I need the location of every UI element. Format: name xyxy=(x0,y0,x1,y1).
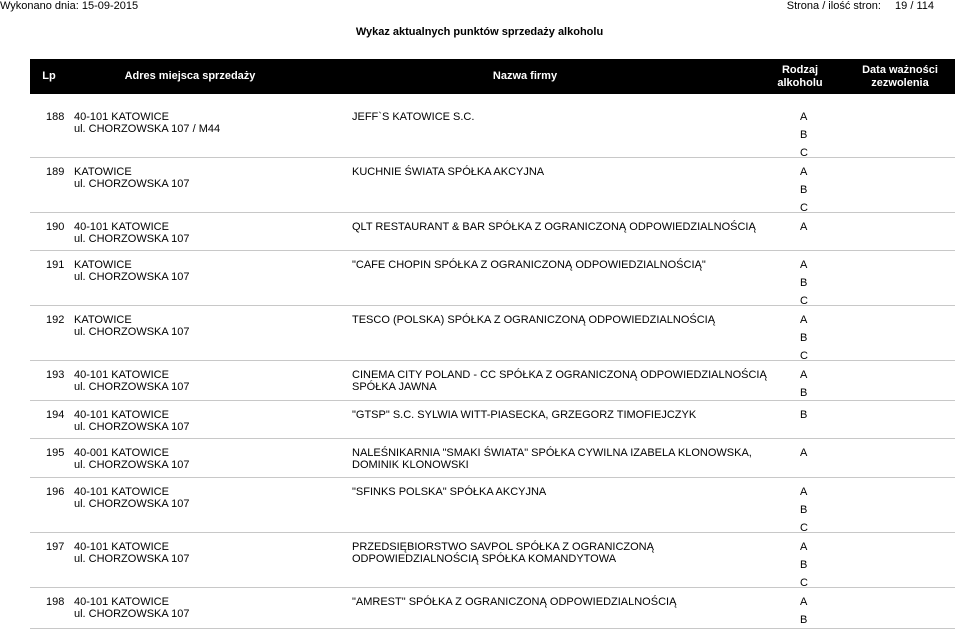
table-row xyxy=(30,306,955,361)
row-city: 40-101 KATOWICE xyxy=(74,409,169,421)
row-categories xyxy=(800,221,812,239)
row-company-line1: CINEMA CITY POLAND - CC SPÓŁKA Z OGRANICZONĄ ODPOWIEDZIALNOŚCIĄ xyxy=(352,369,767,381)
category-badge: A xyxy=(800,166,808,178)
category-badge: B xyxy=(800,409,808,421)
page-counter xyxy=(787,0,934,12)
row-company-line2: ODPOWIEDZIALNOŚCIĄ SPÓŁKA KOMANDYTOWA xyxy=(352,553,617,565)
current-page: 19 xyxy=(895,0,908,12)
page-separator: / xyxy=(910,0,914,12)
row-address xyxy=(74,486,190,510)
header-lp: Lp xyxy=(42,70,56,82)
row-company xyxy=(352,166,772,178)
category-badge: C xyxy=(800,522,808,534)
row-city: KATOWICE xyxy=(74,259,132,271)
header-type-line1: Rodzaj xyxy=(781,63,819,76)
row-street: ul. CHORZOWSKA 107 xyxy=(74,233,190,245)
row-city: 40-101 KATOWICE xyxy=(74,369,169,381)
row-address xyxy=(74,447,190,471)
category-badge: A xyxy=(800,111,808,123)
table-row xyxy=(30,478,955,533)
row-street: ul. CHORZOWSKA 107 xyxy=(74,459,190,471)
category-badge: B xyxy=(800,332,808,344)
table-body xyxy=(30,103,955,629)
table-header xyxy=(30,59,955,94)
category-badge: B xyxy=(800,277,808,289)
row-city: KATOWICE xyxy=(74,166,132,178)
category-badge: C xyxy=(800,350,808,362)
row-lp: 190 xyxy=(46,221,65,233)
category-badge: A xyxy=(800,314,808,326)
row-lp: 195 xyxy=(46,447,65,459)
row-company-line2: SPÓŁKA JAWNA xyxy=(352,381,437,393)
category-badge: B xyxy=(800,504,808,516)
pages-label: Strona / ilość stron: xyxy=(786,0,881,12)
category-badge: A xyxy=(800,259,808,271)
row-street: ul. CHORZOWSKA 107 / M44 xyxy=(74,123,221,135)
row-lp: 196 xyxy=(46,486,65,498)
row-city: 40-101 KATOWICE xyxy=(74,596,169,608)
header-validity-line1: Data ważności xyxy=(862,63,938,76)
row-address xyxy=(74,541,190,565)
row-categories xyxy=(800,486,812,540)
category-badge: C xyxy=(800,577,808,589)
row-lp: 198 xyxy=(46,596,65,608)
category-badge: A xyxy=(800,486,808,498)
row-lp: 188 xyxy=(46,111,65,123)
category-badge: A xyxy=(800,369,808,381)
row-address xyxy=(74,221,190,245)
row-city: 40-001 KATOWICE xyxy=(74,447,169,459)
header-validity-line2: zezwolenia xyxy=(871,76,929,89)
row-street: ul. CHORZOWSKA 107 xyxy=(74,553,190,565)
header-type xyxy=(765,59,835,94)
category-badge: A xyxy=(800,596,808,608)
row-company-line1: "CAFE CHOPIN SPÓŁKA Z OGRANICZONĄ ODPOWIEDZIALNOŚCIĄ" xyxy=(352,259,706,271)
header-company: Nazwa firmy xyxy=(492,70,558,82)
category-badge: B xyxy=(800,129,808,141)
row-company xyxy=(352,447,772,471)
row-company xyxy=(352,111,772,123)
category-badge: C xyxy=(800,295,808,307)
row-company xyxy=(352,541,772,565)
category-badge: A xyxy=(800,541,808,553)
row-lp: 193 xyxy=(46,369,65,381)
row-company xyxy=(352,409,772,421)
row-street: ul. CHORZOWSKA 107 xyxy=(74,421,190,433)
row-categories xyxy=(800,541,812,595)
generated-date: Wykonano dnia: 15-09-2015 xyxy=(0,0,139,12)
row-categories xyxy=(800,166,812,220)
row-company-line1: KUCHNIE ŚWIATA SPÓŁKA AKCYJNA xyxy=(352,166,545,178)
table-row xyxy=(30,361,955,401)
category-badge: B xyxy=(800,184,808,196)
row-company-line1: JEFF`S KATOWICE S.C. xyxy=(352,111,475,123)
row-company xyxy=(352,486,772,498)
table-row xyxy=(30,588,955,629)
table-row xyxy=(30,251,955,306)
row-company-line1: QLT RESTAURANT & BAR SPÓŁKA Z OGRANICZONĄ ODPOWIEDZIALNOŚCIĄ xyxy=(352,221,756,233)
row-company xyxy=(352,259,772,271)
row-company-line1: TESCO (POLSKA) SPÓŁKA Z OGRANICZONĄ ODPOWIEDZIALNOŚCIĄ xyxy=(352,314,716,326)
table-row xyxy=(30,213,955,251)
total-pages: 114 xyxy=(916,0,934,12)
row-company-line1: "GTSP" S.C. SYLWIA WITT-PIASECKA, GRZEGORZ TIMOFIEJCZYK xyxy=(352,409,697,421)
row-categories xyxy=(800,314,812,368)
row-lp: 197 xyxy=(46,541,65,553)
row-categories xyxy=(800,596,812,632)
table-row xyxy=(30,533,955,588)
row-street: ul. CHORZOWSKA 107 xyxy=(74,381,190,393)
row-lp: 194 xyxy=(46,409,65,421)
header-type-line2: alkoholu xyxy=(777,76,823,89)
table-row xyxy=(30,439,955,478)
row-street: ul. CHORZOWSKA 107 xyxy=(74,326,190,338)
table-row xyxy=(30,401,955,439)
category-badge: C xyxy=(800,202,808,214)
row-address xyxy=(74,111,220,135)
row-city: 40-101 KATOWICE xyxy=(74,541,169,553)
row-categories xyxy=(800,369,812,405)
row-company xyxy=(352,596,772,608)
category-badge: A xyxy=(800,221,808,233)
row-categories xyxy=(800,447,812,465)
category-badge: B xyxy=(800,387,808,399)
row-categories xyxy=(800,111,812,165)
header-address: Adres miejsca sprzedaży xyxy=(124,70,256,82)
row-city: 40-101 KATOWICE xyxy=(74,111,169,123)
row-company xyxy=(352,221,772,233)
row-company xyxy=(352,314,772,326)
row-address xyxy=(74,259,190,283)
document-title: Wykaz aktualnych punktów sprzedaży alkoholu xyxy=(355,26,604,38)
table-row xyxy=(30,158,955,213)
row-categories xyxy=(800,409,812,427)
category-badge: B xyxy=(800,559,808,571)
row-street: ul. CHORZOWSKA 107 xyxy=(74,498,190,510)
row-street: ul. CHORZOWSKA 107 xyxy=(74,271,190,283)
row-city: 40-101 KATOWICE xyxy=(74,221,169,233)
row-street: ul. CHORZOWSKA 107 xyxy=(74,178,190,190)
row-street: ul. CHORZOWSKA 107 xyxy=(74,608,190,620)
row-lp: 192 xyxy=(46,314,65,326)
row-company-line1: "SFINKS POLSKA" SPÓŁKA AKCYJNA xyxy=(352,486,547,498)
table-row xyxy=(30,103,955,158)
row-city: 40-101 KATOWICE xyxy=(74,486,169,498)
row-lp: 191 xyxy=(46,259,65,271)
row-lp: 189 xyxy=(46,166,65,178)
row-company xyxy=(352,369,772,393)
category-badge: A xyxy=(800,447,808,459)
row-city: KATOWICE xyxy=(74,314,132,326)
category-badge: C xyxy=(800,147,808,159)
category-badge: B xyxy=(800,614,808,626)
row-address xyxy=(74,596,190,620)
row-company-line1: "AMREST" SPÓŁKA Z OGRANICZONĄ ODPOWIEDZIALNOŚCIĄ xyxy=(352,596,677,608)
row-company-line1: PRZEDSIĘBIORSTWO SAVPOL SPÓŁKA Z OGRANICZONĄ xyxy=(352,541,654,553)
row-company-line2: DOMINIK KLONOWSKI xyxy=(352,459,469,471)
row-company-line1: NALEŚNIKARNIA "SMAKI ŚWIATA" SPÓŁKA CYWILNA IZABELA KLONOWSKA, xyxy=(352,447,752,459)
row-categories xyxy=(800,259,812,313)
row-address xyxy=(74,409,190,433)
row-address xyxy=(74,369,190,393)
header-validity xyxy=(850,59,950,94)
row-address xyxy=(74,166,190,190)
row-address xyxy=(74,314,190,338)
